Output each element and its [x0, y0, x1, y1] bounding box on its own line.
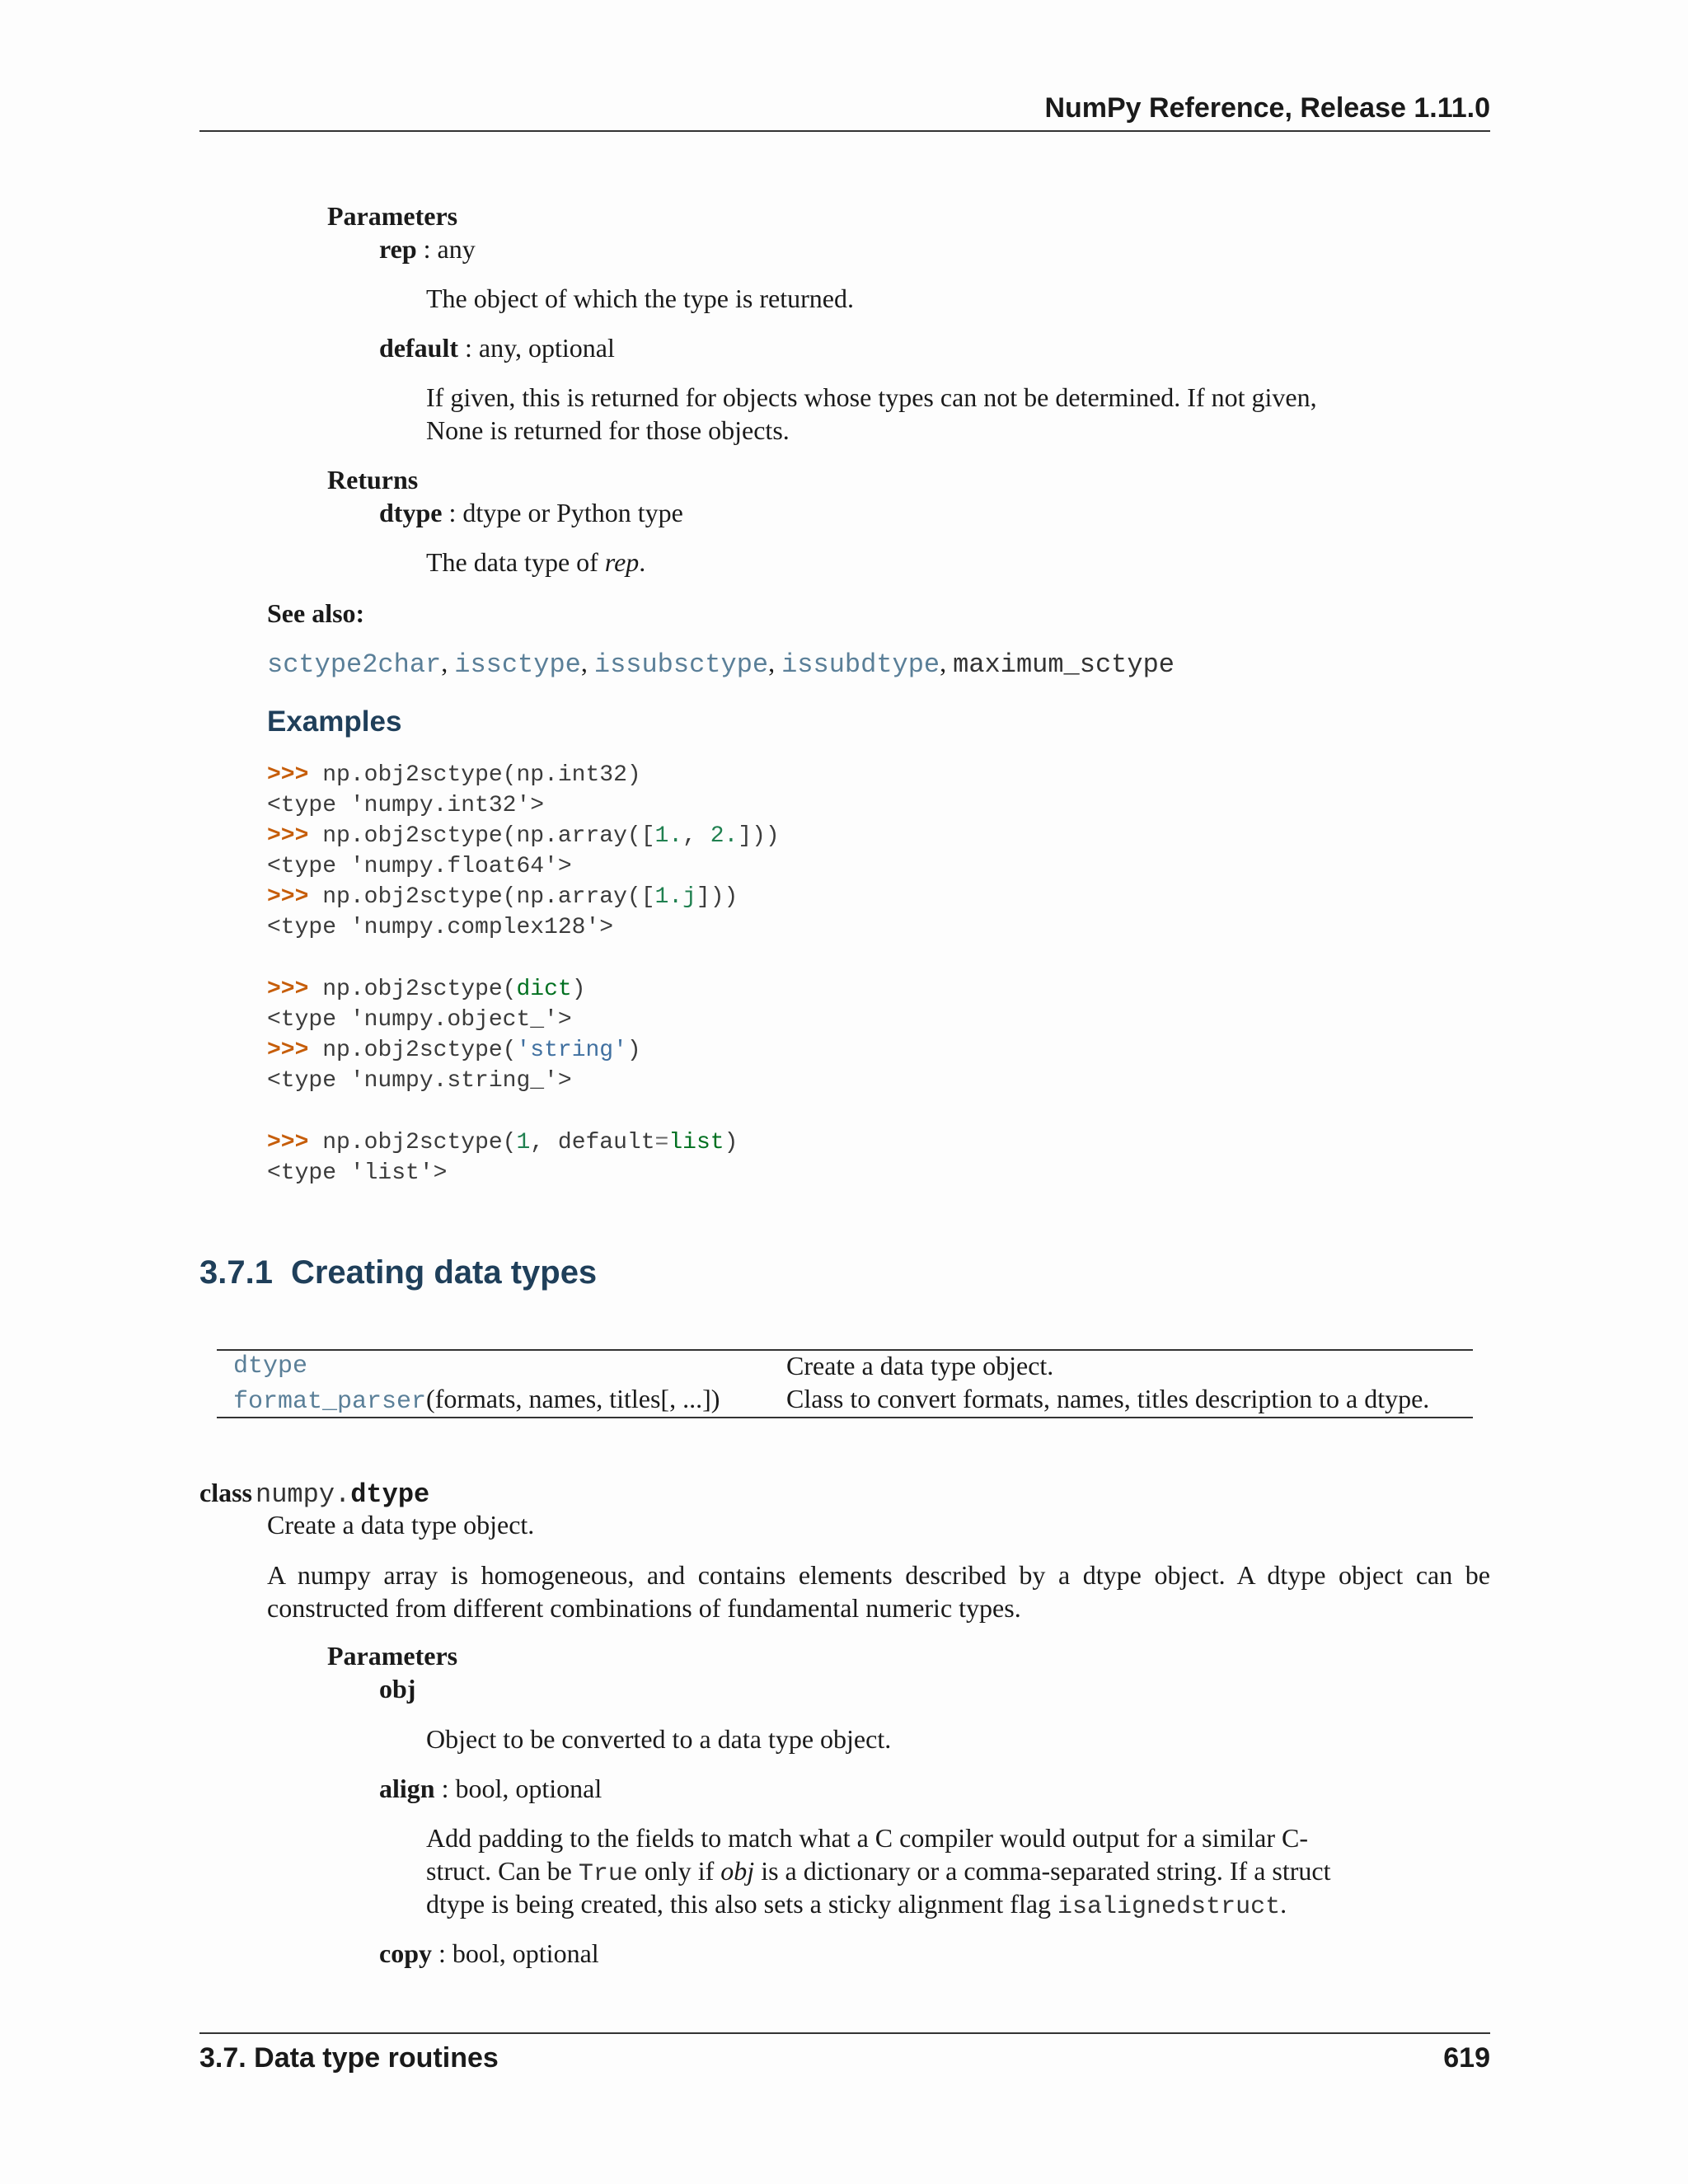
code-line [267, 884, 738, 910]
param-type: : bool, optional [432, 1938, 599, 1968]
see-also-list: sctype2char, issctype, issubsctype, issubdtype, maximum_sctype [267, 648, 1175, 680]
code-text: ])) [696, 884, 738, 910]
code-text: np.obj2sctype( [322, 1038, 517, 1063]
code-text: np.obj2sctype( [322, 1130, 517, 1155]
return-desc [426, 547, 645, 578]
see-also-label: See also: [267, 598, 365, 628]
class-summary: Create a data type object. [267, 1510, 535, 1540]
code-prompt: >>> [267, 1038, 309, 1063]
see-also-link[interactable]: issubdtype [781, 649, 940, 680]
code-output: <type 'numpy.float64'> [267, 854, 572, 879]
inline-code: isalignedstruct [1057, 1893, 1281, 1921]
see-also-link[interactable]: issctype [454, 649, 581, 680]
return-desc-text: The data type of [426, 547, 605, 577]
code-prompt: >>> [267, 884, 309, 910]
param-default [379, 333, 615, 363]
param-desc-line: Add padding to the fields to match what a C compiler would output for a similar C- [426, 1823, 1309, 1853]
class-keyword: class [199, 1478, 252, 1507]
desc-text: only if [637, 1856, 721, 1886]
param-desc-line: If given, this is returned for objects whose types can not be determined. If not given, [426, 382, 1317, 412]
see-also-link[interactable]: sctype2char [267, 649, 442, 680]
code-text: , [682, 823, 710, 849]
param-name: rep [379, 234, 417, 264]
desc-text: is a dictionary or a comma-separated string. If a struct [754, 1856, 1331, 1886]
table-desc: Class to convert formats, names, titles description to a dtype. [786, 1384, 1430, 1413]
code-string: 'string' [516, 1038, 627, 1063]
parameters-label: Parameters [327, 1641, 458, 1671]
table-link-dtype[interactable]: dtype [233, 1352, 308, 1380]
param-align [379, 1774, 602, 1804]
code-text: np.obj2sctype(np.array([ [322, 884, 655, 910]
class-module: numpy. [256, 1479, 351, 1510]
code-prompt: >>> [267, 977, 309, 1002]
code-number: 1 [516, 1130, 531, 1155]
desc-text: dtype is being created, this also sets a sticky alignment flag [426, 1889, 1058, 1919]
code-output: <type 'numpy.int32'> [267, 793, 545, 818]
section-title: Creating data types [290, 1254, 598, 1291]
inline-code: True [578, 1860, 638, 1888]
param-name: align [379, 1774, 435, 1803]
param-desc-line: None is returned for those objects. [426, 415, 790, 445]
section-number: 3.7.1 [199, 1254, 273, 1291]
code-number: 1.j [654, 884, 696, 910]
code-text: , default [530, 1130, 655, 1155]
code-output: <type 'list'> [267, 1160, 448, 1186]
param-desc-line [426, 1856, 1330, 1888]
return-type: : dtype or Python type [442, 498, 683, 527]
desc-text: struct. Can be [426, 1856, 579, 1886]
code-text: ) [626, 1038, 641, 1063]
class-description [267, 1558, 1490, 1624]
footer-page-number: 619 [1443, 2042, 1490, 2074]
see-also-plain: maximum_sctype [953, 649, 1175, 680]
param-name: default [379, 333, 458, 363]
code-prompt: >>> [267, 762, 309, 788]
param-rep [379, 234, 476, 265]
code-text: np.obj2sctype( [322, 977, 517, 1002]
see-also-link[interactable]: issubsctype [593, 649, 769, 680]
table-desc: Create a data type object. [786, 1351, 1054, 1380]
running-header-title: NumPy Reference, Release 1.11.0 [1044, 92, 1490, 124]
code-output: <type 'numpy.object_'> [267, 1007, 572, 1033]
code-prompt: >>> [267, 1130, 309, 1155]
table-signature [233, 1384, 720, 1416]
class-signature [199, 1478, 429, 1510]
param-type: : any, optional [458, 333, 615, 363]
param-copy [379, 1938, 599, 1969]
section-heading [199, 1254, 597, 1291]
param-desc: Object to be converted to a data type object. [426, 1724, 892, 1754]
code-builtin: dict [516, 977, 572, 1002]
table-link-format-parser[interactable]: format_parser [233, 1388, 427, 1416]
code-text: ])) [738, 823, 780, 849]
code-number: 1. [654, 823, 683, 849]
return-desc-em: rep [604, 547, 640, 577]
code-line [267, 977, 586, 1002]
code-line [267, 762, 641, 788]
code-text: ) [724, 1130, 738, 1155]
code-text: ) [571, 977, 586, 1002]
table-args: (formats, names, titles[, ...]) [426, 1384, 720, 1413]
code-line [267, 1130, 738, 1155]
param-desc-line [426, 1889, 1287, 1921]
code-builtin: list [668, 1130, 724, 1155]
return-name: dtype [379, 498, 443, 527]
returns-label: Returns [327, 465, 419, 494]
return-dtype [379, 498, 683, 528]
param-type: : any [416, 234, 476, 264]
parameters-label: Parameters [327, 201, 458, 231]
footer-rule [199, 2032, 1490, 2034]
class-name: dtype [350, 1479, 430, 1510]
header-rule [199, 130, 1490, 132]
param-obj: obj [379, 1674, 416, 1704]
examples-heading: Examples [267, 705, 402, 738]
param-name: copy [379, 1938, 432, 1968]
code-line [267, 1038, 641, 1063]
code-output: <type 'numpy.complex128'> [267, 915, 614, 940]
code-text: np.obj2sctype(np.int32) [322, 762, 641, 788]
code-output: <type 'numpy.string_'> [267, 1068, 572, 1094]
table-bottom-rule [217, 1417, 1473, 1418]
desc-text: . [1280, 1889, 1287, 1919]
return-desc-suffix: . [639, 547, 646, 577]
param-desc: The object of which the type is returned. [426, 284, 854, 313]
param-type: : bool, optional [434, 1774, 603, 1803]
desc-em: obj [720, 1856, 755, 1886]
class-description-line: A numpy array is homogeneous, and contains elements described by a dtype object. A dtype object can be [267, 1560, 1490, 1590]
code-operator: = [654, 1130, 669, 1155]
code-number: 2. [710, 823, 738, 849]
code-text: np.obj2sctype(np.array([ [322, 823, 655, 849]
code-prompt: >>> [267, 823, 309, 849]
class-description-line: constructed from different combinations of fundamental numeric types. [267, 1593, 1021, 1623]
footer-section: 3.7. Data type routines [199, 2042, 499, 2074]
code-line [267, 823, 780, 849]
